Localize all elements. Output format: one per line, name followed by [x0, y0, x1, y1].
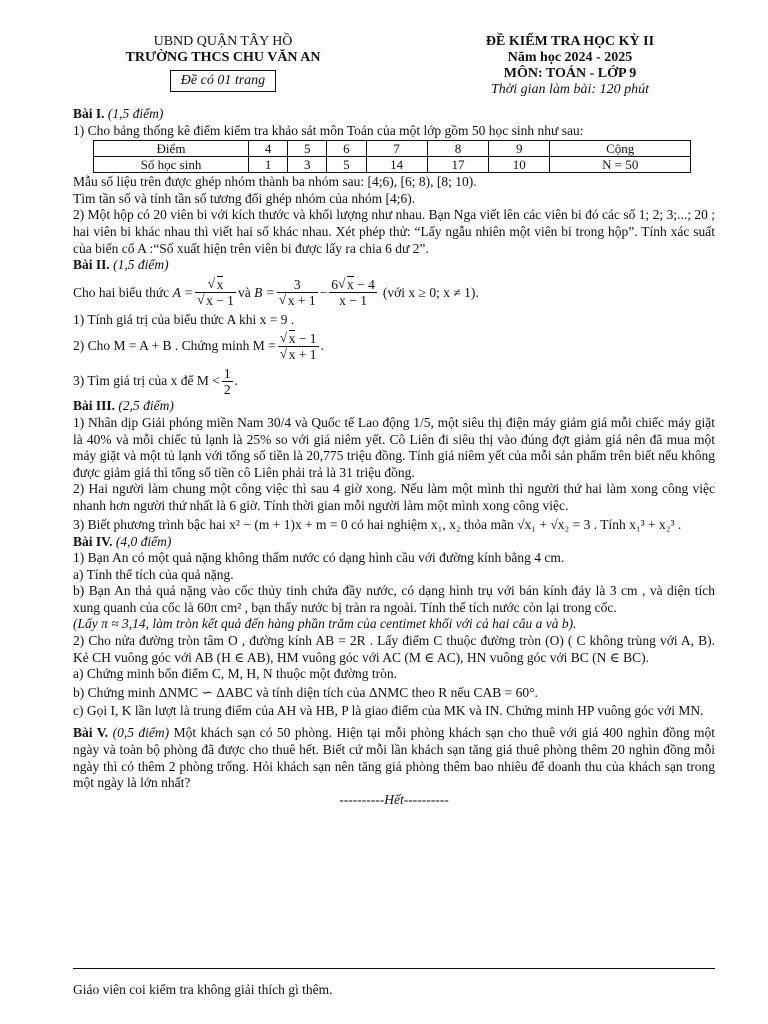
score-table — [93, 140, 691, 173]
district-name: UBND QUẬN TÂY HỒ — [153, 34, 293, 49]
page-count-box: Đề có 01 trang — [170, 70, 276, 92]
section-2-heading: Bài II. (1,5 điểm) — [73, 257, 169, 273]
section-3-heading: Bài III. (2,5 điểm) — [73, 398, 174, 414]
table-row: Số học sinh 1 3 5 14 17 10 N = 50 — [94, 157, 691, 173]
b4-note: (Lấy π ≈ 3,14, làm tròn kết quả đến hàng phần trăm của centimet khối với cả hai câu a và b). — [73, 616, 577, 632]
header-left — [73, 34, 373, 106]
expr-a: A = — [169, 284, 194, 300]
b2-q3: 3) Tìm giá trị của x để M < $\frac{1}{2}$ . — [73, 365, 238, 397]
section-5: Bài V. (0,5 điểm) Một khách sạn có 50 phòng. Hiện tại mỗi phòng khách sạn cho thuê với giá 400 nghìn đồng một ngày và toàn bộ phòng đã được cho thuê hết. Biết cứ mỗi lần khách sạn tăng giá thuê phòng thêm 20 nghìn đồng mỗi ngày thì có thêm 2 phòng trống. Hỏi khách sạn nên tăng giá phòng thêm bao nhiêu để doanh thu của khách sạn trong một ngày là lớn nhất? — [73, 725, 716, 791]
fraction-half: $\frac{1}{2}$ — [223, 365, 231, 397]
exam-page — [73, 34, 715, 808]
b3-q1: 1) Nhân dịp Giải phóng miền Nam 30/4 và Quốc tế Lao động 1/5, một siêu thị điện máy giảm giá mỗi chiếc máy giặt là 40% và mỗi chiếc tủ lạnh là 25% so với giá niêm yết. Cô Liên đi siêu thị vào đúng đợt giảm giá nên đã mua một máy giặt và một tủ lạnh với tổng số tiền là 20,775 triệu đồng. Tính giá niêm yết của mỗi sản phẩm trên biết nếu không được giảm giá thì tổng số tiền cô Liên phải trả là 31 triệu đồng. — [73, 414, 715, 480]
fraction-a: √ x √ x − 1 — [195, 277, 236, 308]
fraction-b2: $\frac{6√ x - 4}{x - 1}$ — [329, 277, 377, 308]
b4-q2c: c) Gọi I, K lần lượt là trung điểm của AH và HB, P là giao điểm của MK và IN. Chứng minh HP vuông góc với MN. — [73, 702, 704, 718]
end-marker: ----------Hết---------- — [339, 791, 449, 807]
header-right — [425, 34, 715, 106]
school-name: TRƯỜNG THCS CHU VĂN AN — [125, 50, 321, 65]
fraction-m: √ x − 1 √ x + 1 — [278, 331, 319, 362]
fraction-b1: 3 √ x + 1 — [277, 277, 318, 308]
b2-expressions: Cho hai biểu thức A = √ x √ x − 1 và B = 3 √ x + 1 − $\frac{6√ x - 4}{x - 1}$ (với x ≥ 0; x ≠ 1). — [73, 274, 715, 312]
b4-q1a: a) Tính thể tích của quả nặng. — [73, 566, 234, 582]
b1-q2: 2) Một hộp có 20 viên bi với kích thước và khối lượng như nhau. Bạn Nga viết lên các viên bi đó các số 1; 2; 3;...; 20 ; hai viên bi khác nhau thì viết hai số khác nhau. Xét phép thử: “Lấy ngẫu nhiên một viên bi trong hộp”. Tính xác suất của biến cố A :“Số xuất hiện trên viên bi được lấy ra chia 6 dư 2”. — [73, 207, 715, 256]
duration: Thời gian làm bài: 120 phút — [491, 82, 649, 97]
b4-q2a: a) Chứng minh bốn điểm C, M, H, N thuộc một đường tròn. — [73, 666, 398, 682]
section-4-heading: Bài IV. (4,0 điểm) — [73, 533, 172, 549]
b4-q1: 1) Bạn An có một quả nặng không thấm nước có dạng hình cầu với đường kính bằng 4 cm. — [73, 550, 565, 566]
b1-q1c: Tìm tần số và tính tần số tương đối ghép nhóm của nhóm [4;6). — [73, 190, 416, 206]
footer-note: Giáo viên coi kiểm tra không giải thích gì thêm. — [73, 982, 333, 997]
b2-q2: 2) Cho M = A + B . Chứng minh M = √ x − 1 √ x + 1 . — [73, 328, 715, 364]
b4-q2b: b) Chứng minh ΔNMC ∽ ΔABC và tính diện tích của ΔNMC theo R nếu CAB = 60°. — [73, 684, 538, 700]
b1-q1b: Mẫu số liệu trên được ghép nhóm thành ba nhóm sau: [4;6), [6; 8), [8; 10). — [73, 174, 477, 190]
footer-divider — [73, 968, 715, 969]
b2-q1: 1) Tính giá trị của biểu thức A khi x = 9 . — [73, 311, 295, 327]
b4-q2: 2) Cho nửa đường tròn tâm O , đường kính AB = 2R . Lấy điểm C thuộc đường tròn (O) ( C không trùng với A, B). Kẻ CH vuông góc với AB (H ∈ AB), HM vuông góc với AC (M ∈ AC), HN vuông góc với BC (N ∈ BC). — [73, 633, 715, 665]
school-year: Năm học 2024 - 2025 — [507, 50, 633, 65]
b4-q1b: b) Bạn An thả quả nặng vào cốc thủy tinh chứa đầy nước, có dạng hình trụ với bán kính đáy là 3 cm , và diện tích xung quanh của cốc là 60π cm² , bạn thấy nước bị tràn ra ngoài. Tính thể tích nước còn lại trong cốc. — [73, 583, 715, 615]
b3-q3: 3) Biết phương trình bậc hai x² − (m + 1)x + m = 0 có hai nghiệm x₁, x₂ thỏa mãn √x₁ + √x₂ = 3 . Tính x₁³ + x₂³ . — [73, 516, 682, 532]
exam-header — [73, 34, 715, 106]
subject: MÔN: TOÁN - LỚP 9 — [503, 66, 637, 81]
b3-q2: 2) Hai người làm chung một công việc thì sau 4 giờ xong. Nếu làm một mình thì người thứ hai làm xong công việc nhanh hơn người thứ nhất là 6 giờ. Tính thời gian mỗi người làm một mình xong công việc. — [73, 481, 715, 513]
exam-title: ĐỀ KIỂM TRA HỌC KỲ II — [485, 34, 655, 49]
b1-q1: 1) Cho bảng thống kê điểm kiểm tra khảo sát môn Toán của một lớp gồm 50 học sinh như sau: — [73, 122, 584, 138]
expr-b: B = — [250, 284, 275, 300]
section-1-heading: Bài I. (1,5 điểm) — [73, 106, 164, 121]
table-row: Điểm 4 5 6 7 8 9 Cộng — [94, 141, 691, 157]
